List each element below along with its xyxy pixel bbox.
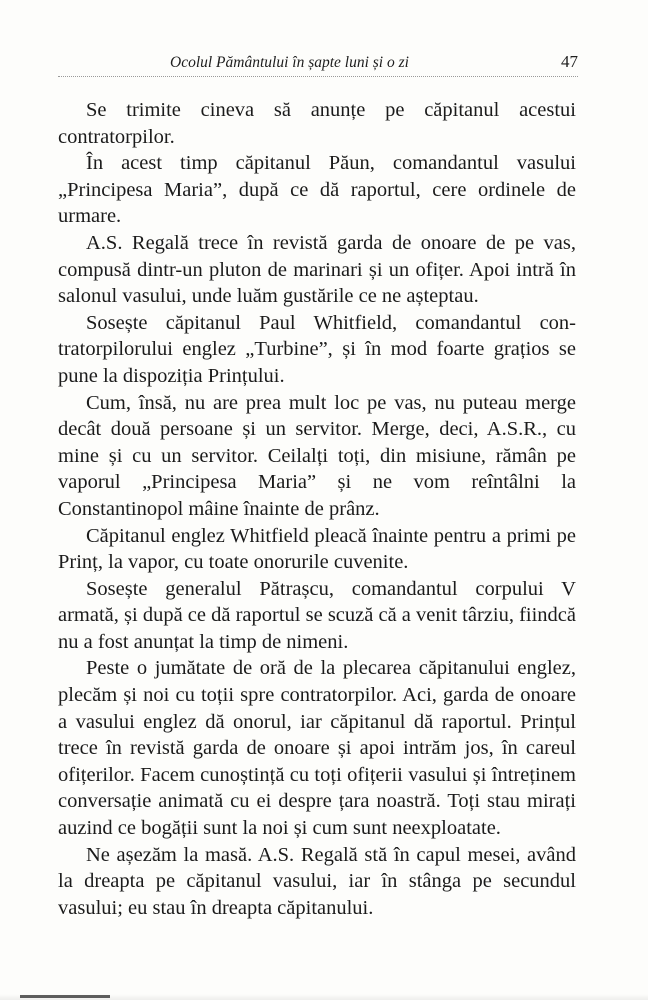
paragraph: A.S. Regală trece în revistă garda de onoare de pe vas, compusă dintr-un pluton de marinari și un ofițer. Apoi intră în salonul vasului, unde luăm gustările ce ne așteptau. xyxy=(58,231,576,308)
paragraph: Sosește generalul Pătrașcu, comandantul corpului V armată, și după ce dă raportul se scuză că a venit târziu, fiindcă nu a fost anunțat la timp de nimeni. xyxy=(58,577,576,653)
body-text xyxy=(58,97,576,921)
paragraph: Cum, însă, nu are prea mult loc pe vas, nu puteau merge decât două persoane și un servitor. Merge, deci, A.S.R., cu mine și cu un servitor. Ceilalți toți, din misiune, rămân pe vaporul „Principesa Maria” și ne vom reîntâlni la Constantinopol mâine înainte de prânz. xyxy=(58,391,576,520)
page-header xyxy=(58,50,578,80)
paragraph: Ne așezăm la masă. A.S. Regală stă în capul mesei, având la dreapta pe căpitanul vasului, iar în stânga pe secundul vasului; eu stau în dreapta căpitanului. xyxy=(58,843,576,919)
paragraph: Se trimite cineva să anunțe pe căpitanul acestui contratorpilor. xyxy=(58,99,576,148)
paragraph: Sosește căpitanul Paul Whitfield, comandantul contratorpilorului englez „Turbine”, și în mod foarte grațios se pune la dispoziția Prințului. xyxy=(58,311,576,387)
scan-edge-mark xyxy=(20,995,110,998)
running-title: Ocolul Pământului în șapte luni și o zi xyxy=(170,54,409,71)
page-number: 47 xyxy=(561,52,578,71)
paragraph: Peste o jumătate de oră de la plecarea căpitanului englez, plecăm și noi cu toții spre contratorpilor. Aci, garda de onoare a vasului englez dă onorul, iar căpitanul dă raportul. Prințul trece în revistă garda de onoare și apoi intrăm jos, în careul ofițerilor. Facem cunoștință cu toți ofițerii vasului și întreținem conversație animată cu ei despre țara noastră. Toți stau mirați auzind ce bogății sunt la noi și cum sunt neexploatate. xyxy=(58,657,576,840)
paragraph: În acest timp căpitanul Păun, comandantul vasului „Principesa Maria”, după ce dă raportul, cere ordinele de urmare. xyxy=(58,152,576,228)
paragraph: Căpitanul englez Whitfield pleacă înainte pentru a primi pe Prinț, la vapor, cu toate onorurile cuvenite. xyxy=(58,524,576,574)
header-rule xyxy=(58,76,578,77)
